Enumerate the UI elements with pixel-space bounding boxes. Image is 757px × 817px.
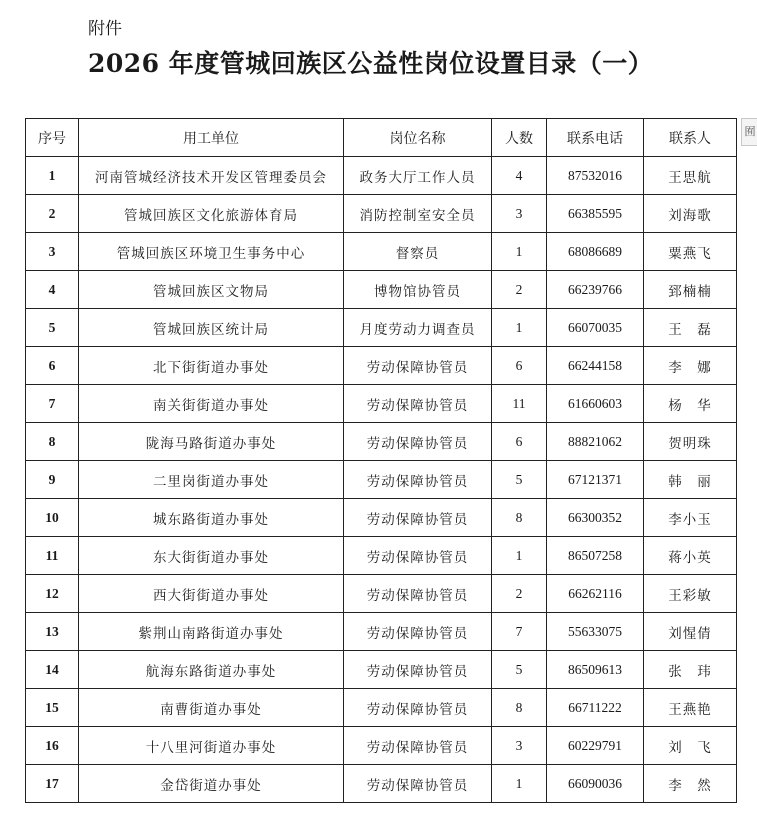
cell-serial-number: 6 <box>26 347 79 385</box>
cell-headcount: 6 <box>492 423 547 461</box>
cell-employer-unit: 北下街街道办事处 <box>79 347 344 385</box>
cell-post-name: 消防控制室安全员 <box>344 195 492 233</box>
cell-headcount: 1 <box>492 765 547 803</box>
table-row <box>26 575 737 613</box>
cell-headcount: 2 <box>492 271 547 309</box>
cell-phone: 88821062 <box>547 423 644 461</box>
cell-serial-number: 2 <box>26 195 79 233</box>
cell-phone: 66711222 <box>547 689 644 727</box>
cell-contact-person: 杨 华 <box>644 385 737 423</box>
cell-headcount: 8 <box>492 689 547 727</box>
cell-serial-number: 8 <box>26 423 79 461</box>
cell-post-name: 劳动保障协管员 <box>344 385 492 423</box>
cell-contact-person: 王思航 <box>644 157 737 195</box>
cell-serial-number: 12 <box>26 575 79 613</box>
cell-contact-person: 李 然 <box>644 765 737 803</box>
cell-post-name: 劳动保障协管员 <box>344 423 492 461</box>
header-headcount: 人数 <box>492 119 547 157</box>
table-row <box>26 309 737 347</box>
cell-contact-person: 王彩敏 <box>644 575 737 613</box>
cell-post-name: 劳动保障协管员 <box>344 613 492 651</box>
cell-employer-unit: 南曹街道办事处 <box>79 689 344 727</box>
cell-contact-person: 刘 飞 <box>644 727 737 765</box>
table-row <box>26 765 737 803</box>
cell-post-name: 督察员 <box>344 233 492 271</box>
cell-post-name: 月度劳动力调查员 <box>344 309 492 347</box>
cell-serial-number: 1 <box>26 157 79 195</box>
cell-headcount: 8 <box>492 499 547 537</box>
cell-phone: 86509613 <box>547 651 644 689</box>
cell-phone: 66262116 <box>547 575 644 613</box>
cell-serial-number: 9 <box>26 461 79 499</box>
cell-post-name: 劳动保障协管员 <box>344 689 492 727</box>
cell-headcount: 1 <box>492 537 547 575</box>
cell-headcount: 6 <box>492 347 547 385</box>
cell-serial-number: 5 <box>26 309 79 347</box>
cell-serial-number: 4 <box>26 271 79 309</box>
cell-employer-unit: 十八里河街道办事处 <box>79 727 344 765</box>
cell-contact-person: 粟燕飞 <box>644 233 737 271</box>
cell-headcount: 5 <box>492 461 547 499</box>
table-row <box>26 499 737 537</box>
cell-contact-person: 贺明珠 <box>644 423 737 461</box>
table-row <box>26 423 737 461</box>
table-row <box>26 195 737 233</box>
cell-employer-unit: 二里岗街道办事处 <box>79 461 344 499</box>
table-row <box>26 157 737 195</box>
table-row <box>26 461 737 499</box>
cell-phone: 60229791 <box>547 727 644 765</box>
cell-post-name: 劳动保障协管员 <box>344 461 492 499</box>
cell-phone: 66070035 <box>547 309 644 347</box>
cell-employer-unit: 管城回族区统计局 <box>79 309 344 347</box>
side-panel-tab[interactable]: 囿 <box>741 118 757 146</box>
cell-contact-person: 刘海歌 <box>644 195 737 233</box>
cell-phone: 55633075 <box>547 613 644 651</box>
cell-phone: 66239766 <box>547 271 644 309</box>
cell-employer-unit: 陇海马路街道办事处 <box>79 423 344 461</box>
cell-phone: 66090036 <box>547 765 644 803</box>
cell-phone: 86507258 <box>547 537 644 575</box>
positions-table <box>25 118 737 803</box>
cell-employer-unit: 航海东路街道办事处 <box>79 651 344 689</box>
table-header-row <box>26 119 737 157</box>
cell-headcount: 1 <box>492 233 547 271</box>
cell-employer-unit: 紫荆山南路街道办事处 <box>79 613 344 651</box>
cell-serial-number: 7 <box>26 385 79 423</box>
cell-employer-unit: 东大街街道办事处 <box>79 537 344 575</box>
cell-post-name: 劳动保障协管员 <box>344 765 492 803</box>
cell-post-name: 劳动保障协管员 <box>344 347 492 385</box>
cell-employer-unit: 管城回族区文化旅游体育局 <box>79 195 344 233</box>
cell-contact-person: 蒋小英 <box>644 537 737 575</box>
header-contact-person: 联系人 <box>644 119 737 157</box>
cell-employer-unit: 南关街街道办事处 <box>79 385 344 423</box>
cell-serial-number: 13 <box>26 613 79 651</box>
cell-contact-person: 李 娜 <box>644 347 737 385</box>
cell-employer-unit: 城东路街道办事处 <box>79 499 344 537</box>
cell-serial-number: 16 <box>26 727 79 765</box>
cell-employer-unit: 管城回族区环境卫生事务中心 <box>79 233 344 271</box>
table-row <box>26 613 737 651</box>
table-row <box>26 727 737 765</box>
cell-contact-person: 李小玉 <box>644 499 737 537</box>
cell-post-name: 劳动保障协管员 <box>344 651 492 689</box>
cell-post-name: 政务大厅工作人员 <box>344 157 492 195</box>
cell-post-name: 劳动保障协管员 <box>344 499 492 537</box>
cell-headcount: 11 <box>492 385 547 423</box>
cell-serial-number: 11 <box>26 537 79 575</box>
table-row <box>26 689 737 727</box>
document-title: 2026 年度管城回族区公益性岗位设置目录（一） <box>88 49 654 78</box>
cell-phone: 66385595 <box>547 195 644 233</box>
cell-post-name: 博物馆协管员 <box>344 271 492 309</box>
table-row <box>26 537 737 575</box>
table-row <box>26 385 737 423</box>
cell-serial-number: 14 <box>26 651 79 689</box>
cell-headcount: 7 <box>492 613 547 651</box>
cell-employer-unit: 西大街街道办事处 <box>79 575 344 613</box>
cell-serial-number: 15 <box>26 689 79 727</box>
cell-headcount: 2 <box>492 575 547 613</box>
cell-phone: 66300352 <box>547 499 644 537</box>
table-body <box>26 157 737 803</box>
cell-employer-unit: 金岱街道办事处 <box>79 765 344 803</box>
attachment-label: 附件 <box>88 19 122 39</box>
cell-contact-person: 王 磊 <box>644 309 737 347</box>
cell-contact-person: 刘惺倩 <box>644 613 737 651</box>
header-phone: 联系电话 <box>547 119 644 157</box>
cell-headcount: 1 <box>492 309 547 347</box>
cell-phone: 68086689 <box>547 233 644 271</box>
cell-serial-number: 10 <box>26 499 79 537</box>
cell-post-name: 劳动保障协管员 <box>344 727 492 765</box>
header-serial-number: 序号 <box>26 119 79 157</box>
cell-headcount: 3 <box>492 195 547 233</box>
cell-employer-unit: 河南管城经济技术开发区管理委员会 <box>79 157 344 195</box>
cell-phone: 87532016 <box>547 157 644 195</box>
cell-employer-unit: 管城回族区文物局 <box>79 271 344 309</box>
cell-headcount: 3 <box>492 727 547 765</box>
header-employer-unit: 用工单位 <box>79 119 344 157</box>
cell-phone: 66244158 <box>547 347 644 385</box>
table-row <box>26 347 737 385</box>
cell-headcount: 5 <box>492 651 547 689</box>
table-row <box>26 271 737 309</box>
header-post-name: 岗位名称 <box>344 119 492 157</box>
cell-contact-person: 韩 丽 <box>644 461 737 499</box>
cell-serial-number: 3 <box>26 233 79 271</box>
cell-contact-person: 郅楠楠 <box>644 271 737 309</box>
cell-serial-number: 17 <box>26 765 79 803</box>
cell-headcount: 4 <box>492 157 547 195</box>
cell-contact-person: 张 玮 <box>644 651 737 689</box>
table-row <box>26 651 737 689</box>
cell-contact-person: 王燕艳 <box>644 689 737 727</box>
table-row <box>26 233 737 271</box>
cell-post-name: 劳动保障协管员 <box>344 537 492 575</box>
cell-post-name: 劳动保障协管员 <box>344 575 492 613</box>
cell-phone: 61660603 <box>547 385 644 423</box>
cell-phone: 67121371 <box>547 461 644 499</box>
